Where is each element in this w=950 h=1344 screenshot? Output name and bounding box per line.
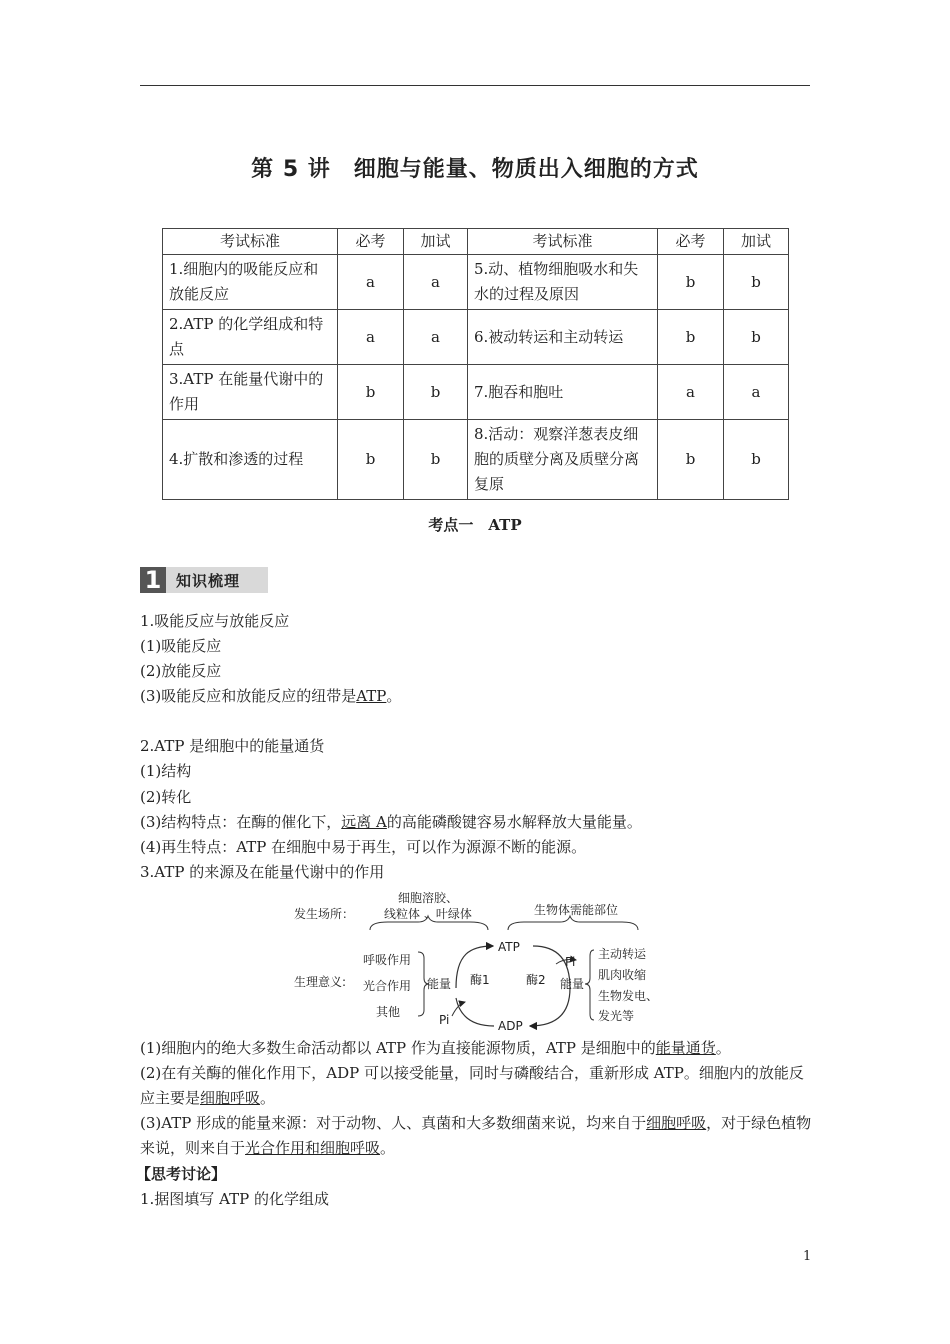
answer-underline: 能量通货 (655, 1039, 716, 1057)
page-title: 第 5 讲 细胞与能量、物质出入细胞的方式 (251, 157, 699, 182)
text-run: (3)结构特点：在酶的催化下， (140, 813, 342, 831)
table-cell: b (404, 420, 468, 500)
site-left-line2: 线粒体 、叶绿体 (384, 907, 472, 921)
use-muscle-contraction: 肌肉收缩 (598, 968, 647, 982)
adp-node: ADP (498, 1019, 523, 1032)
use-bioelectricity: 生物发电、 (598, 989, 659, 1003)
table-cell: 1.细胞内的吸能反应和放能反应 (163, 255, 338, 310)
table-cell: 7.胞吞和胞吐 (468, 365, 658, 420)
table-cell: 4.扩散和渗透的过程 (163, 420, 338, 500)
answer-underline: 细胞呼吸 (200, 1089, 261, 1107)
table-header: 必考 (658, 229, 724, 255)
header-rule (140, 85, 810, 86)
p2-item-2: (2)转化 (140, 788, 192, 806)
table-cell: a (724, 365, 789, 420)
pi-in-label: Pi (439, 1013, 450, 1027)
enzyme-1: 酶1 (470, 973, 490, 987)
site-left-line1: 细胞溶胶、 (398, 891, 459, 905)
table-cell: 6.被动转运和主动转运 (468, 310, 658, 365)
p3-heading: 3.ATP 的来源及在能量代谢中的作用 (140, 863, 385, 881)
table-header: 考试标准 (468, 229, 658, 255)
table-cell: b (404, 365, 468, 420)
use-luminescence: 发光等 (598, 1009, 635, 1023)
source-respiration: 呼吸作用 (363, 953, 412, 967)
adp-return-arc (456, 998, 494, 1026)
table-row (163, 310, 789, 365)
text-run: (3)吸能反应和放能反应的纽带是 (140, 687, 357, 705)
table-cell: b (658, 420, 724, 500)
answer-underline: ATP (356, 687, 387, 705)
answer-underline: 光合作用和细胞呼吸 (245, 1139, 381, 1157)
table-cell: a (404, 310, 468, 365)
table-cell: b (658, 255, 724, 310)
p1-item-1: (1)吸能反应 (140, 637, 222, 655)
table-header: 加试 (404, 229, 468, 255)
table-header: 加试 (724, 229, 789, 255)
table-cell: 3.ATP 在能量代谢中的作用 (163, 365, 338, 420)
exam-standards-table (162, 228, 789, 500)
site-label: 发生场所： (294, 907, 355, 921)
p4-item-2 (140, 1061, 812, 1111)
table-cell: b (724, 255, 789, 310)
table-cell: 2.ATP 的化学组成和特点 (163, 310, 338, 365)
text-run: 。 (260, 1089, 276, 1107)
table-cell: 8.活动：观察洋葱表皮细胞的质壁分离及质壁分离复原 (468, 420, 658, 500)
text-run: (3)ATP 形成的能量来源：对于动物、人、真菌和大多数细菌来说，均来自于 (140, 1114, 647, 1132)
use-active-transport: 主动转运 (598, 947, 647, 961)
source-other: 其他 (376, 1005, 401, 1019)
site-right: 生物体需能部位 (534, 903, 619, 917)
energy-in-label: 能量 (427, 977, 452, 991)
p2-item-4: (4)再生特点：ATP 在细胞中易于再生，可以作为源源不断的能源。 (140, 838, 587, 856)
table-cell: b (724, 420, 789, 500)
source-photosynthesis: 光合作用 (363, 979, 412, 993)
table-cell: b (338, 420, 404, 500)
table-cell: b (658, 310, 724, 365)
use-brace (585, 950, 594, 1020)
text-run: 。 (386, 687, 402, 705)
discussion-question-1: 1.据图填写 ATP 的化学组成 (140, 1190, 329, 1208)
p2-heading: 2.ATP 是细胞中的能量通货 (140, 737, 325, 755)
text-run: 。 (715, 1039, 731, 1057)
text-run: 的高能磷酸键容易水解释放大量能量。 (386, 813, 642, 831)
table-cell: a (404, 255, 468, 310)
section-title: 考点一 ATP (428, 516, 522, 534)
page-number: 1 (803, 1249, 812, 1264)
meaning-label: 生理意义: (294, 975, 347, 989)
table-cell: a (658, 365, 724, 420)
p1-item-3 (140, 684, 401, 709)
table-cell: a (338, 255, 404, 310)
knowledge-badge (140, 567, 268, 593)
atp-node: ATP (498, 940, 520, 954)
text-run: (2)在有关酶的催化作用下，ADP 可以接受能量，同时与磷酸结合，重新形成 ATP。细胞内的放能反应主要是 (140, 1064, 804, 1107)
p2-item-1: (1)结构 (140, 762, 192, 780)
energy-out-label: 能量 (560, 977, 585, 991)
table-header-row (163, 229, 789, 255)
text-run: (1)细胞内的绝大多数生命活动都以 ATP 作为直接能源物质，ATP 是细胞中的 (140, 1039, 656, 1057)
table-row (163, 365, 789, 420)
p2-item-3 (140, 810, 642, 835)
atp-cycle-diagram (288, 886, 668, 1032)
p1-item-2: (2)放能反应 (140, 662, 222, 680)
site-right-brace (508, 916, 638, 930)
answer-underline: 细胞呼吸 (646, 1114, 707, 1132)
table-cell: b (724, 310, 789, 365)
answer-underline: 远离 A (341, 813, 387, 831)
p1-heading: 1.吸能反应与放能反应 (140, 612, 290, 630)
enzyme-2: 酶2 (526, 973, 546, 987)
p4-item-3 (140, 1111, 812, 1161)
table-cell: 5.动、植物细胞吸水和失水的过程及原因 (468, 255, 658, 310)
table-cell: a (338, 310, 404, 365)
table-row (163, 420, 789, 500)
table-cell: b (338, 365, 404, 420)
text-run: 。 (380, 1139, 396, 1157)
text-run: ，对于绿色植物来说，则来自于 (140, 1114, 812, 1157)
p4-item-1 (140, 1036, 731, 1061)
badge-number: 1 (140, 567, 166, 593)
pi-out-label: Pi (565, 955, 576, 969)
table-header: 必考 (338, 229, 404, 255)
badge-label: 知识梳理 (166, 567, 268, 593)
discussion-heading: 【思考讨论】 (136, 1165, 227, 1183)
table-header: 考试标准 (163, 229, 338, 255)
table-row (163, 255, 789, 310)
